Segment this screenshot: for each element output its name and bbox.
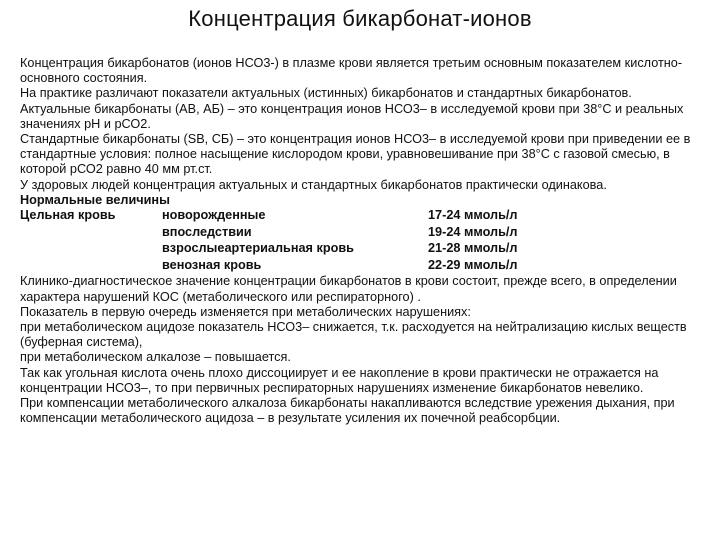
document-body (20, 56, 705, 426)
norms-group: впоследствии (162, 224, 252, 239)
norms-heading: Нормальные величины (20, 192, 170, 207)
paragraph-actual-bicarbonates: Актуальные бикарбонаты (АВ, АБ) – это концентрация ионов НСО3– в исследуемой крови при 38°С и реальных значениях рН и рСО2. (20, 101, 684, 131)
paragraph-compensation: При компенсации метаболического алкалоза бикарбонаты накапливаются вследствие урежения дыхания, при компенсации метаболического ацидоза – в результате усиления их почечной реабсорбции. (20, 396, 675, 426)
paragraph-respiratory: Так как угольная кислота очень плохо диссоциирует и ее накопление в крови практически не отражается на концентрации НСО3–, то при первичных респираторных нарушениях изменение бикарбонатов невелико. (20, 365, 659, 395)
paragraph-clinical-value: Клинико-диагностическое значение концентрации бикарбонатов в крови состоит, прежде всего, в определении характера нарушений КОС (метаболического или респираторного) . (20, 274, 677, 304)
norms-table (20, 208, 705, 274)
norms-row (20, 208, 705, 225)
norms-row (20, 258, 705, 275)
norms-group: венозная кровь (162, 257, 262, 272)
norms-sample: Цельная кровь (20, 208, 116, 223)
paragraph-alkalosis: при метаболическом алкалозе – повышается. (20, 350, 291, 365)
page-title: Концентрация бикарбонат-ионов (188, 6, 532, 31)
norms-group: взрослыеартериальная кровь (162, 241, 354, 256)
paragraph-types: На практике различают показатели актуальных (истинных) бикарбонатов и стандартных бикарбонатов. (20, 86, 632, 101)
paragraph-definition: Концентрация бикарбонатов (ионов НСО3-) в плазме крови является третьим основным показателем кислотно-основного состояния. (20, 56, 683, 86)
paragraph-standard-bicarbonates: Стандартные бикарбонаты (SB, СБ) – это концентрация ионов НСО3– в исследуемой крови при приведении ее в стандартные условия: полное насыщение кислородом крови, уравновешивание при 38°С с газовой смесью, в которой рСО2 равно 40 мм рт.ст. (20, 132, 691, 177)
norms-value: 19-24 ммоль/л (428, 224, 518, 239)
paragraph-healthy-people: У здоровых людей концентрация актуальных и стандартных бикарбонатов практически одинакова. (20, 177, 607, 192)
paragraph-acidosis: при метаболическом ацидозе показатель НСО3– снижается, т.к. расходуется на нейтрализацию кислых веществ (буферная система), (20, 320, 687, 350)
norms-group: новорожденные (162, 208, 266, 223)
norms-row (20, 241, 705, 258)
paragraph-metabolic-change: Показатель в первую очередь изменяется при метаболических нарушениях: (20, 304, 471, 319)
norms-value: 21-28 ммоль/л (428, 241, 518, 256)
norms-value: 22-29 ммоль/л (428, 257, 518, 272)
norms-row (20, 225, 705, 242)
norms-value: 17-24 ммоль/л (428, 208, 518, 223)
